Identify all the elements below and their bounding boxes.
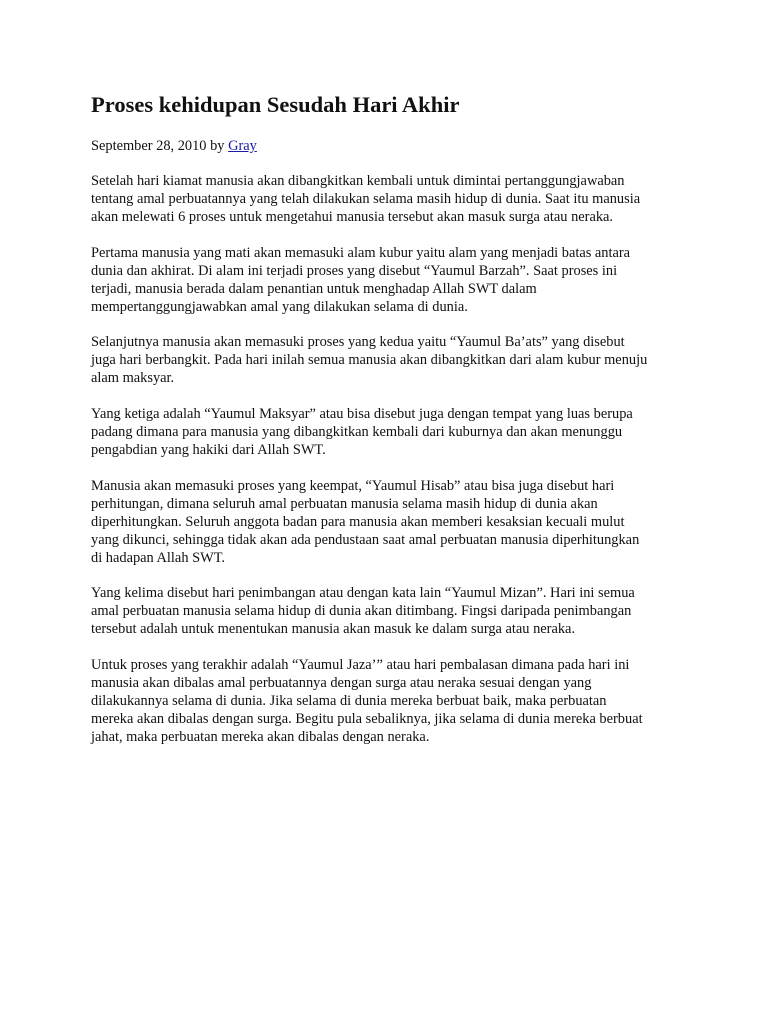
paragraph-line: yang dikunci, sehingga tidak akan ada pendustaan saat amal perbuatan manusia diperhitungkan: [91, 532, 640, 548]
paragraph-line: Yang kelima disebut hari penimbangan atau dengan kata lain “Yaumul Mizan”. Hari ini semua: [91, 585, 635, 601]
article-title: Proses kehidupan Sesudah Hari Akhir: [91, 92, 460, 117]
paragraph-line: jahat, maka perbuatan mereka akan dibalas dengan neraka.: [91, 729, 430, 745]
author-link[interactable]: Gray: [228, 138, 257, 154]
paragraph-3: [91, 333, 647, 387]
paragraph-line: Pertama manusia yang mati akan memasuki alam kubur yaitu alam yang menjadi batas antara: [91, 245, 631, 261]
paragraph-6: [91, 584, 635, 638]
paragraph-line: mereka akan dibalas dengan surga. Begitu pula sebaliknya, jika selama di dunia mereka berbuat: [91, 711, 643, 727]
paragraph-line: tentang amal perbuatannya yang telah dilakukan selama masih hidup di dunia. Saat itu manusia: [91, 191, 641, 207]
paragraph-line: terjadi, manusia berada dalam penantian untuk menghadap Allah SWT dalam: [91, 281, 537, 297]
paragraph-line: Untuk proses yang terakhir adalah “Yaumul Jaza’” atau hari pembalasan dimana pada hari ini: [91, 657, 630, 673]
paragraph-line: amal perbuatan manusia selama hidup di dunia akan ditimbang. Fingsi daripada penimbangan: [91, 603, 632, 619]
paragraph-line: dilakukannya selama di dunia. Jika selama di dunia mereka berbuat baik, maka perbuatan: [91, 693, 607, 709]
paragraph-line: diperhitungkan. Seluruh anggota badan para manusia akan memberi kesaksian kecuali mulut: [91, 514, 625, 530]
paragraph-line: padang dimana para manusia yang dibangkitkan kembali dari kuburnya dan akan menunggu: [91, 424, 623, 440]
paragraph-7: [91, 656, 643, 746]
paragraph-line: mempertanggungjawabkan amal yang dilakukan selama di dunia.: [91, 299, 468, 315]
paragraph-line: perhitungan, dimana seluruh amal perbuatan manusia selama masih hidup di dunia akan: [91, 496, 598, 512]
paragraph-4: [91, 405, 633, 459]
paragraph-1: [91, 172, 640, 226]
paragraph-5: [91, 477, 639, 567]
article-meta: [91, 137, 257, 155]
paragraph-line: di hadapan Allah SWT.: [91, 550, 226, 566]
post-date: September 28, 2010: [91, 138, 207, 154]
paragraph-line: juga hari berbangkit. Pada hari inilah semua manusia akan dibangkitkan dari alam kubur menuju: [91, 352, 648, 368]
paragraph-line: akan melewati 6 proses untuk mengetahui manusia tersebut akan masuk surga atau neraka.: [91, 209, 614, 225]
paragraph-line: Selanjutnya manusia akan memasuki proses yang kedua yaitu “Yaumul Ba’ats” yang disebut: [91, 334, 625, 350]
paragraph-line: tersebut adalah untuk menentukan manusia akan masuk ke dalam surga atau neraka.: [91, 621, 576, 637]
paragraph-line: Setelah hari kiamat manusia akan dibangkitkan kembali untuk dimintai pertanggungjawaban: [91, 173, 625, 189]
paragraph-line: pengabdian yang hakiki dari Allah SWT.: [91, 442, 326, 458]
paragraph-2: [91, 244, 630, 316]
paragraph-line: dunia dan akhirat. Di alam ini terjadi proses yang disebut “Yaumul Barzah”. Saat proses ini: [91, 263, 618, 279]
paragraph-line: manusia akan dibalas amal perbuatannya dengan surga atau neraka sesuai dengan yang: [91, 675, 592, 691]
paragraph-line: alam maksyar.: [91, 370, 175, 386]
paragraph-line: Manusia akan memasuki proses yang keempat, “Yaumul Hisab” atau bisa juga disebut hari: [91, 478, 615, 494]
paragraph-line: Yang ketiga adalah “Yaumul Maksyar” atau bisa disebut juga dengan tempat yang luas berupa: [91, 406, 633, 422]
by-label: by: [206, 138, 229, 154]
